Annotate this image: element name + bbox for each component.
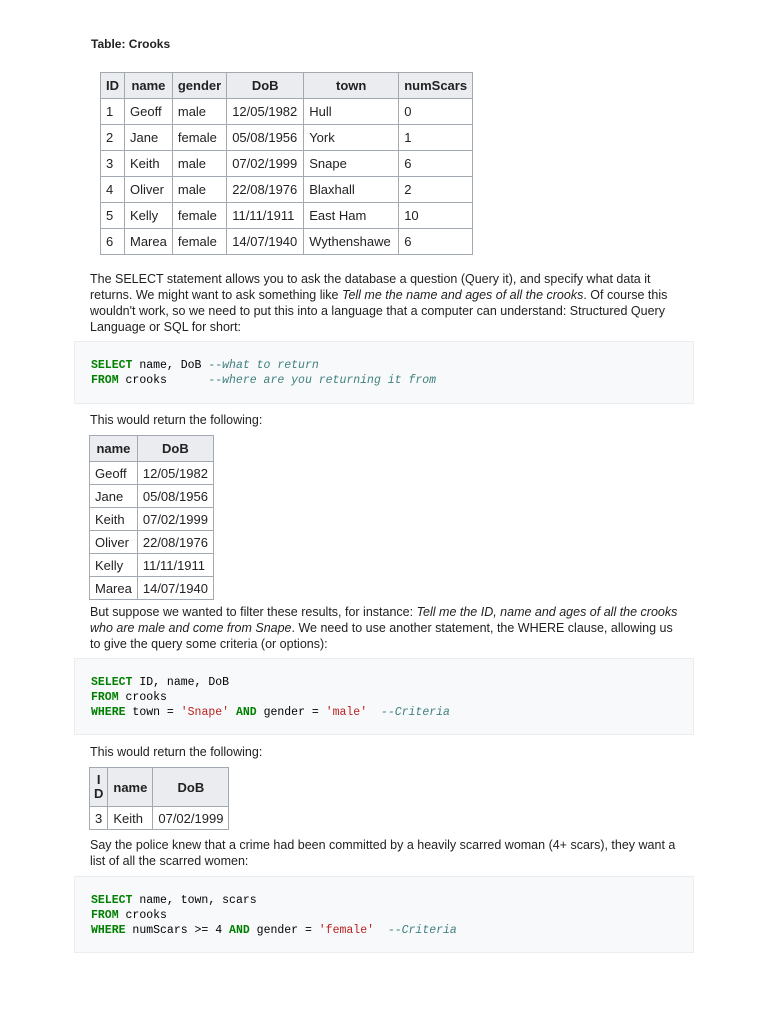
table-cell: 05/08/1956 xyxy=(227,125,304,151)
table-row xyxy=(90,531,214,554)
table-cell: 0 xyxy=(399,99,473,125)
code-text: crooks xyxy=(118,909,167,922)
table-cell: 14/07/1940 xyxy=(137,577,213,600)
crooks-table xyxy=(100,72,473,255)
column-header: town xyxy=(304,73,399,99)
table-cell: Geoff xyxy=(90,462,138,485)
table-cell: 11/11/1911 xyxy=(137,554,213,577)
return-text-2: This would return the following: xyxy=(90,745,263,759)
table-cell: 4 xyxy=(101,177,125,203)
code-string: 'female' xyxy=(318,924,374,937)
sql-keyword: FROM xyxy=(91,909,119,922)
code-block-where-male xyxy=(74,658,694,735)
table-row xyxy=(90,807,229,830)
code-text: name, town, scars xyxy=(132,894,257,907)
table-row xyxy=(90,554,214,577)
table-cell: 5 xyxy=(101,203,125,229)
table-cell: 12/05/1982 xyxy=(137,462,213,485)
column-header: I D xyxy=(90,768,108,807)
table-cell: Oliver xyxy=(125,177,173,203)
code-block-where-female xyxy=(74,876,694,953)
table-row xyxy=(90,577,214,600)
table-row xyxy=(90,462,214,485)
column-header: name xyxy=(125,73,173,99)
table-cell: Geoff xyxy=(125,99,173,125)
code-text: crooks xyxy=(118,691,167,704)
table-row xyxy=(101,177,473,203)
table-cell: male xyxy=(172,177,226,203)
table-cell: Keith xyxy=(125,151,173,177)
table-row xyxy=(101,229,473,255)
text-segment: But suppose we wanted to filter these results, for instance: xyxy=(90,605,417,619)
table-cell: male xyxy=(172,151,226,177)
column-header: gender xyxy=(172,73,226,99)
table-cell: 10 xyxy=(399,203,473,229)
table-cell: 2 xyxy=(101,125,125,151)
table-cell: female xyxy=(172,229,226,255)
code-comment: --where are you returning it from xyxy=(208,374,437,387)
code-text: town = xyxy=(125,706,181,719)
code-text: name, DoB xyxy=(132,359,209,372)
table-cell: 2 xyxy=(399,177,473,203)
table-cell: Keith xyxy=(90,508,138,531)
table-row xyxy=(101,151,473,177)
code-text xyxy=(229,706,236,719)
table-cell: Jane xyxy=(90,485,138,508)
sql-keyword: AND xyxy=(235,706,257,719)
result-table-2 xyxy=(89,767,229,830)
table-cell: East Ham xyxy=(304,203,399,229)
table-row xyxy=(90,485,214,508)
table-cell: 1 xyxy=(399,125,473,151)
table-cell: Kelly xyxy=(90,554,138,577)
table-cell: 22/08/1976 xyxy=(227,177,304,203)
sql-keyword: SELECT xyxy=(91,359,133,372)
table-cell: 11/11/1911 xyxy=(227,203,304,229)
table-cell: 12/05/1982 xyxy=(227,99,304,125)
table-cell: Blaxhall xyxy=(304,177,399,203)
text-segment: The SELECT statement allows you to ask the database a question (Query it), and specify what data it returns. We might want to ask something like xyxy=(90,272,651,302)
sql-keyword: AND xyxy=(229,924,250,937)
code-comment: --what to return xyxy=(208,359,319,372)
text-segment: . We need to use another statement, the WHERE clause, allowing us to give the query some criteria (or options): xyxy=(90,621,673,651)
table-cell: 6 xyxy=(101,229,125,255)
table-cell: 6 xyxy=(399,229,473,255)
italic-example: Tell me the ID, name and ages of all the crooks who are male and come from Snape xyxy=(90,605,678,635)
column-header: ID xyxy=(101,73,125,99)
table-cell: Marea xyxy=(125,229,173,255)
table-cell: Keith xyxy=(108,807,153,830)
table-cell: 07/02/1999 xyxy=(137,508,213,531)
table-cell: 07/02/1999 xyxy=(227,151,304,177)
table-cell: 3 xyxy=(90,807,108,830)
code-block-select xyxy=(74,341,694,404)
text-segment: . Of course this wouldn't work, so we need to put this into a language that a computer can understand: Structured Query Language or SQL for short: xyxy=(90,288,668,334)
table-cell: Kelly xyxy=(125,203,173,229)
code-string: 'Snape' xyxy=(180,706,230,719)
table-cell: 6 xyxy=(399,151,473,177)
return-text-1: This would return the following: xyxy=(90,413,263,427)
table-cell: 3 xyxy=(101,151,125,177)
code-text xyxy=(367,706,381,719)
table-row xyxy=(101,99,473,125)
table-cell: York xyxy=(304,125,399,151)
column-header: name xyxy=(108,768,153,807)
code-text: gender = xyxy=(256,706,326,719)
table-cell: Jane xyxy=(125,125,173,151)
paragraph-select-intro xyxy=(90,271,682,335)
result-table-1 xyxy=(89,435,214,600)
result-header-row xyxy=(90,768,229,807)
sql-keyword: WHERE xyxy=(91,706,126,719)
table-cell: Hull xyxy=(304,99,399,125)
paragraph-scarred-women: Say the police knew that a crime had been committed by a heavily scarred woman (4+ scars), they want a list of all the scarred women: xyxy=(90,838,676,868)
table-cell: female xyxy=(172,203,226,229)
column-header: name xyxy=(90,436,138,462)
table-cell: Snape xyxy=(304,151,399,177)
paragraph-where-intro xyxy=(90,604,682,652)
table-row xyxy=(101,203,473,229)
code-comment: --Criteria xyxy=(387,924,457,937)
table-cell: female xyxy=(172,125,226,151)
sql-keyword: SELECT xyxy=(91,894,133,907)
table-row xyxy=(101,125,473,151)
table-cell: Marea xyxy=(90,577,138,600)
table-cell: 05/08/1956 xyxy=(137,485,213,508)
result-header-row xyxy=(90,436,214,462)
crooks-header-row xyxy=(101,73,473,99)
table-cell: male xyxy=(172,99,226,125)
table-row xyxy=(90,508,214,531)
page-title: Table: Crooks xyxy=(91,37,171,51)
table-cell: 14/07/1940 xyxy=(227,229,304,255)
table-cell: 1 xyxy=(101,99,125,125)
sql-keyword: WHERE xyxy=(91,924,126,937)
column-header: DoB xyxy=(227,73,304,99)
italic-example: Tell me the name and ages of all the crooks xyxy=(341,288,584,302)
code-text: ID, name, DoB xyxy=(132,676,230,689)
sql-keyword: FROM xyxy=(91,374,119,387)
code-comment: --Criteria xyxy=(380,706,450,719)
sql-keyword: FROM xyxy=(91,691,119,704)
table-cell: 07/02/1999 xyxy=(153,807,229,830)
table-cell: 22/08/1976 xyxy=(137,531,213,554)
table-cell: Wythenshawe xyxy=(304,229,399,255)
sql-keyword: SELECT xyxy=(91,676,133,689)
code-text xyxy=(374,924,388,937)
code-text: numScars >= 4 xyxy=(125,924,230,937)
code-text: crooks xyxy=(118,374,209,387)
column-header: DoB xyxy=(153,768,229,807)
column-header: DoB xyxy=(137,436,213,462)
code-text: gender = xyxy=(249,924,319,937)
column-header: numScars xyxy=(399,73,473,99)
table-cell: Oliver xyxy=(90,531,138,554)
code-string: 'male' xyxy=(325,706,368,719)
